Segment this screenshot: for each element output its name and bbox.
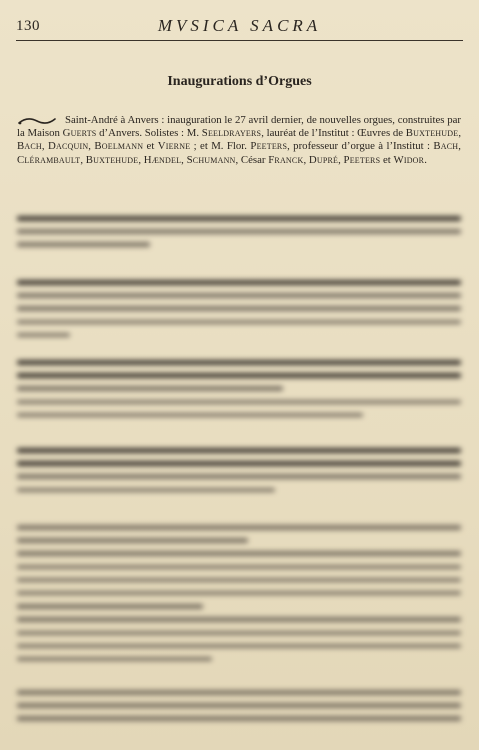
entry-text-run: d’Anvers. Solistes : M. <box>96 127 202 140</box>
blurred-content <box>17 200 461 745</box>
composer-name: Dacquin <box>47 140 89 153</box>
entry-text-run: ; et M. Flor. <box>190 140 251 153</box>
journal-title: MVSICA SACRA <box>157 16 322 35</box>
composer-name: Buxtehude <box>85 153 139 166</box>
swash-ornament-icon <box>17 116 57 126</box>
composer-name: Bach <box>433 140 459 153</box>
entry-text-run: , lauréat de l’Institut : Œuvres de <box>261 127 406 140</box>
composer-name: Clérambault <box>17 153 81 166</box>
composer-name: Bach <box>17 140 42 153</box>
entry-text-run: et <box>143 140 158 153</box>
entry-text-run: , <box>80 153 86 166</box>
blurred-entry <box>17 525 461 670</box>
blurred-entry <box>17 216 461 256</box>
composer-name: Widor <box>393 153 425 166</box>
blurred-entry <box>17 448 461 501</box>
entry-text-run: , professeur d’orgue à l’Institut : <box>287 140 434 153</box>
entry-text-run: et <box>380 153 394 166</box>
composer-name: Buxtehude <box>405 127 459 140</box>
entry-text-run: , <box>303 153 309 166</box>
entry-text-run: , <box>88 140 95 153</box>
entry-text-run: , <box>41 140 48 153</box>
entry-text-run: Saint-André à Anvers : inauguration le 27 avril dernier, de nouvelles orgues, construites par la Maison <box>17 114 461 140</box>
entry-text-run: , <box>138 153 144 166</box>
blurred-entry <box>17 360 461 426</box>
composer-name: Vierne <box>157 140 191 153</box>
composer-name: Boelmann <box>94 140 144 153</box>
section-title: Inaugurations d’Orgues <box>167 74 312 89</box>
composer-name: Seeldrayers <box>201 127 262 140</box>
page-number: 130 <box>16 18 40 34</box>
entry-text-run: . <box>424 153 427 166</box>
header-rule <box>16 40 463 41</box>
composer-name: Hændel <box>143 153 182 166</box>
running-head <box>16 16 463 38</box>
composer-name: Guerts <box>62 127 97 140</box>
entry-text-run: , César <box>235 153 269 166</box>
blurred-entry <box>17 690 461 730</box>
entry-text-run: , <box>458 127 462 140</box>
entry-saint-andre <box>17 114 461 167</box>
composer-name: Franck <box>268 153 304 166</box>
entry-text-run: , <box>181 153 187 166</box>
entry-text <box>17 114 461 166</box>
composer-name: Schumann <box>186 153 236 166</box>
composer-name: Peeters <box>250 140 288 153</box>
composer-name: Dupré <box>308 153 339 166</box>
entry-text-run: , <box>338 153 344 166</box>
entry-text-run: , <box>458 140 461 153</box>
composer-name: Peeters <box>343 153 381 166</box>
blurred-entry <box>17 280 461 346</box>
